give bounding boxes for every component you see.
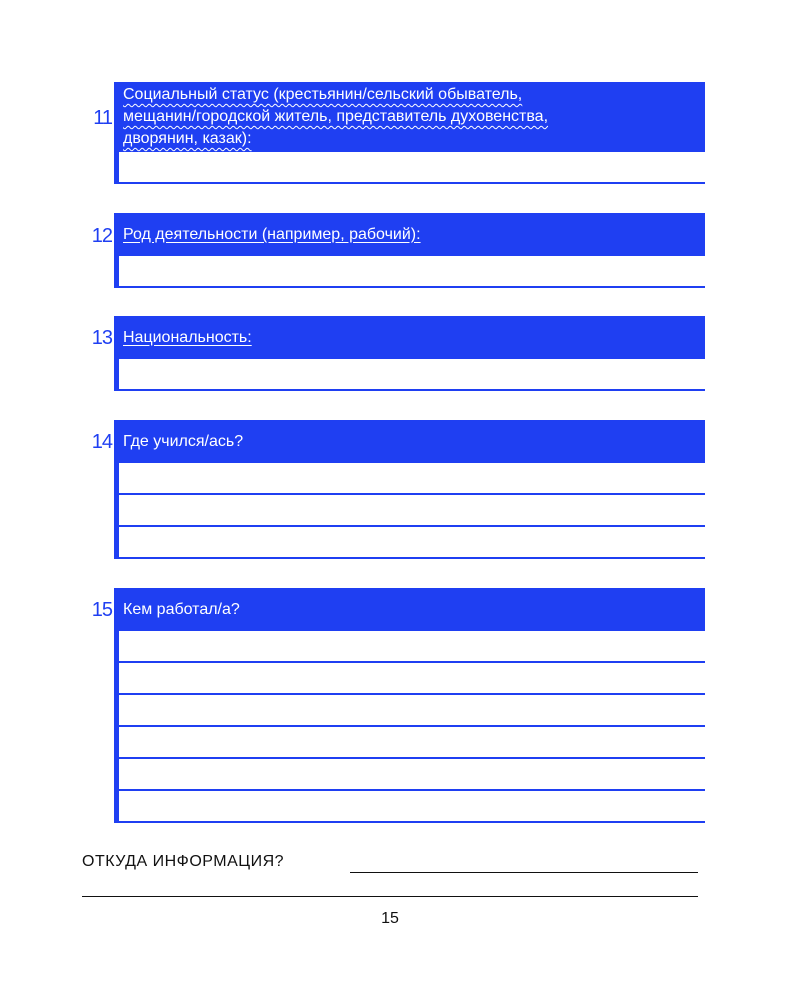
question-number-13: 13 (91, 327, 112, 349)
question-label-line: Социальный статус (крестьянин/сельский обыватель, (123, 86, 523, 103)
answer-line[interactable] (119, 663, 705, 695)
answer-line[interactable] (119, 359, 705, 391)
answer-area (114, 463, 705, 559)
source-answer-line-2[interactable] (82, 896, 698, 897)
question-label-line: Кем работал/а? (123, 600, 240, 618)
question-header (114, 588, 705, 631)
answer-area (114, 631, 705, 823)
question-header (114, 213, 705, 256)
question-number-12: 12 (91, 225, 112, 247)
answer-line[interactable] (119, 631, 705, 663)
question-label-line: Национальность: (123, 328, 252, 346)
answer-line[interactable] (119, 495, 705, 527)
question-label-line: Где учился/ась? (123, 432, 244, 450)
question-number-15: 15 (91, 599, 112, 621)
question-header (114, 420, 705, 463)
answer-line[interactable] (119, 759, 705, 791)
question-number-14: 14 (91, 431, 112, 453)
answer-line[interactable] (119, 463, 705, 495)
question-number-11: 11 (93, 107, 112, 129)
question-label-line: мещанин/городской житель, представитель духовенства, (123, 108, 549, 125)
question-block-occupation (114, 213, 705, 288)
answer-area (114, 152, 705, 184)
source-answer-line[interactable] (350, 872, 698, 873)
source-label: ОТКУДА ИНФОРМАЦИЯ? (82, 853, 285, 870)
answer-area (114, 256, 705, 288)
question-block-social-status (114, 82, 705, 184)
answer-area (114, 359, 705, 391)
question-header (114, 316, 705, 359)
question-label-line: Род деятельности (например, рабочий): (123, 225, 421, 243)
question-header (114, 82, 705, 152)
question-block-education (114, 420, 705, 559)
answer-line[interactable] (119, 727, 705, 759)
answer-line[interactable] (119, 791, 705, 823)
page-number: 15 (381, 910, 399, 927)
question-block-work (114, 588, 705, 823)
answer-line[interactable] (119, 695, 705, 727)
answer-line[interactable] (119, 152, 705, 184)
question-block-nationality (114, 316, 705, 391)
answer-line[interactable] (119, 256, 705, 288)
answer-line[interactable] (119, 527, 705, 559)
question-label-line: дворянин, казак): (123, 130, 252, 147)
